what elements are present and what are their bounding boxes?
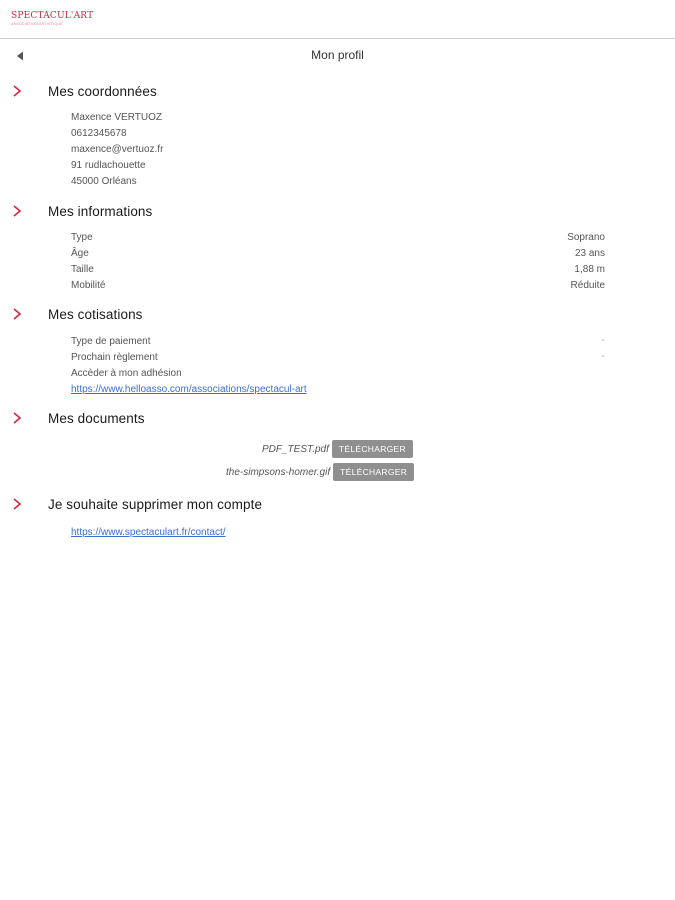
next-payment-row bbox=[71, 352, 605, 365]
navigation-bar bbox=[0, 39, 675, 71]
app-logo-subtext: ASSOCIATION ARTISTIQUE bbox=[11, 22, 63, 26]
payment-label: Type de paiement bbox=[71, 336, 151, 347]
download-button[interactable]: TÉLÉCHARGER bbox=[332, 440, 413, 458]
section-header-documents[interactable] bbox=[12, 409, 145, 427]
section-header-coordonnees[interactable] bbox=[12, 82, 157, 100]
info-value: 23 ans bbox=[574, 248, 605, 259]
info-value: Réduite bbox=[570, 280, 605, 291]
payment-label: Prochain règlement bbox=[71, 352, 158, 363]
contact-name: Maxence VERTUOZ bbox=[71, 112, 162, 123]
chevron-right-icon bbox=[12, 204, 22, 218]
contact-street: 91 rudlachouette bbox=[71, 160, 146, 171]
contact-link[interactable]: https://www.spectaculart.fr/contact/ bbox=[71, 527, 226, 538]
section-header-delete-account[interactable] bbox=[12, 495, 262, 513]
document-name: PDF_TEST.pdf bbox=[262, 443, 329, 455]
info-value: Soprano bbox=[567, 232, 605, 243]
info-row-age bbox=[71, 248, 605, 261]
info-label: Mobilité bbox=[71, 280, 106, 291]
section-title: Mes informations bbox=[48, 203, 153, 219]
section-title: Je souhaite supprimer mon compte bbox=[48, 496, 263, 512]
section-title: Mes documents bbox=[48, 410, 145, 426]
contact-email: maxence@vertuoz.fr bbox=[71, 144, 164, 155]
contact-phone: 0612345678 bbox=[71, 128, 127, 139]
chevron-right-icon bbox=[12, 84, 22, 98]
contact-city: 45000 Orléans bbox=[71, 176, 137, 187]
payment-type-row bbox=[71, 336, 605, 349]
info-label: Âge bbox=[71, 248, 89, 259]
document-row bbox=[262, 440, 413, 458]
section-header-informations[interactable] bbox=[12, 202, 152, 220]
chevron-right-icon bbox=[12, 497, 22, 511]
app-logo[interactable]: SPECTACUL'ART bbox=[11, 11, 94, 21]
download-button[interactable]: TÉLÉCHARGER bbox=[333, 463, 414, 481]
info-row-taille bbox=[71, 264, 605, 277]
payment-value: - bbox=[601, 335, 605, 346]
chevron-right-icon bbox=[12, 307, 22, 321]
payment-value: - bbox=[601, 351, 605, 362]
info-label: Type bbox=[71, 232, 93, 243]
document-name: the-simpsons-homer.gif bbox=[226, 466, 331, 478]
section-header-cotisations[interactable] bbox=[12, 305, 143, 323]
info-row-type bbox=[71, 232, 605, 245]
info-row-mobilite bbox=[71, 280, 605, 293]
top-bar bbox=[0, 0, 675, 39]
info-value: 1,88 m bbox=[574, 264, 605, 275]
adhesion-label: Accèder à mon adhésion bbox=[71, 368, 182, 379]
page-title: Mon profil bbox=[311, 48, 364, 62]
info-label: Taille bbox=[71, 264, 94, 275]
section-title: Mes coordonnées bbox=[48, 83, 157, 99]
chevron-right-icon bbox=[12, 411, 22, 425]
section-title: Mes cotisations bbox=[48, 306, 143, 322]
adhesion-link[interactable]: https://www.helloasso.com/associations/spectacul-art bbox=[71, 384, 307, 395]
document-row bbox=[226, 463, 414, 481]
